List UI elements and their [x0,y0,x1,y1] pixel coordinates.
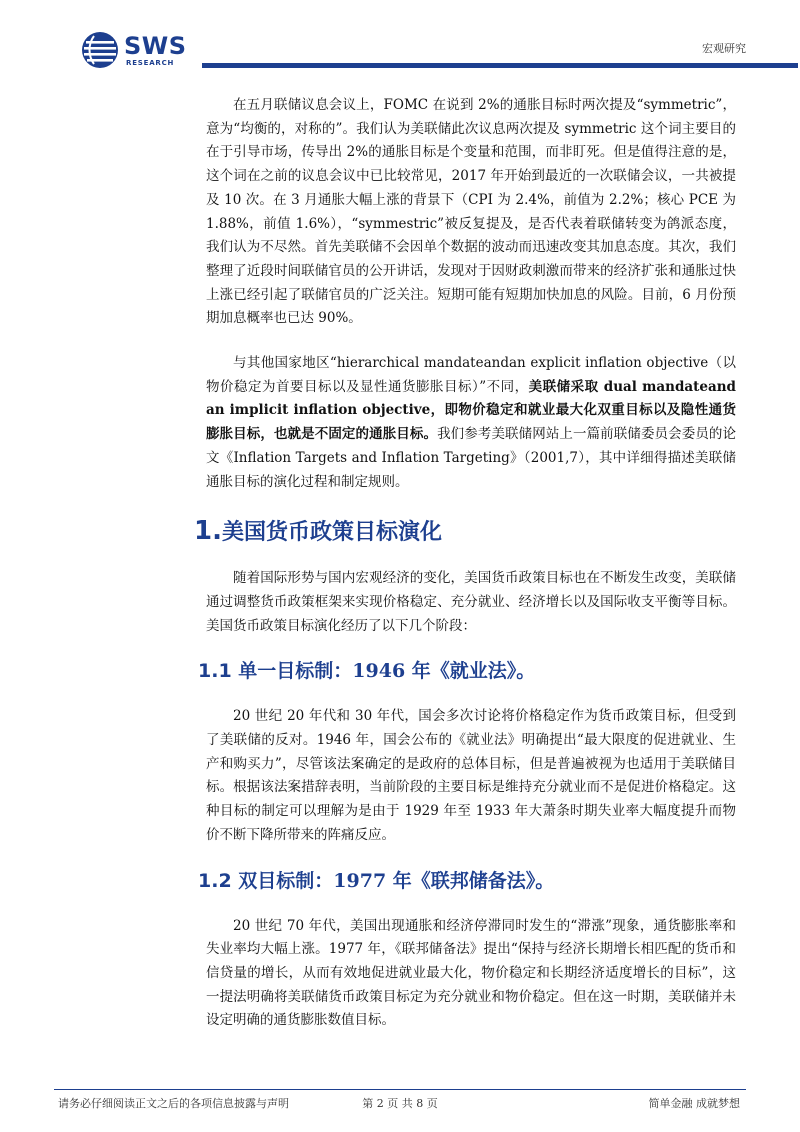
logo-text: SWS [124,32,187,60]
paragraph-policy-evolution: 随着国际形势与国内宏观经济的变化，美国货币政策目标也在不断发生改变，美联储通过调整货币政策框架来实现价格稳定、充分就业、经济增长以及国际收支平衡等目标。美国货币政策目标演化经历了以下几个阶段： [206,570,736,634]
paragraph-dual-mandate [206,352,736,494]
subsection-number: 1.1 [198,660,232,683]
dual-mandate-intro: 与其他国家地区“hierarchical mandateandan explicit inflation objective（以物价稳定为首要目标以及显性通货膨胀目标）”不同， [206,355,736,395]
report-body [194,88,737,1033]
paragraph-employment-act: 20 世纪 20 年代和 30 年代，国会多次讨论将价格稳定作为货币政策目标，但受到了美联储的反对。1946 年，国会公布的《就业法》明确提出“最大限度的促进就业、生产和购买力”，尽管该法案确定的是政府的总体目标，但是普遍被视为也适用于美联储目标。根据该法案措辞表明，当前阶段的主要目标是维持充分就业而不是促进价格稳定。这种目标的制定可以理解为是由于 1929 年至 1933 年大萧条时期失业率大幅度提升而物价不断下降所带来的阵痛反应。 [206,708,736,843]
paragraph-fomc-symmetric: 在五月联储议息会议上，FOMC 在说到 2%的通胀目标时两次提及“symmetric”，意为“均衡的，对称的”。我们认为美联储此次议息两次提及 symmetric 这个词主要目的在于引导市场，传导出 2%的通胀目标是个变量和范围，而非盯死。但是值得注意的是，这个词在之前的议息会议中已比较常见，2017 年开始到最近的一次联储会议，一共被提及 10 次。在 3 月通胀大幅上涨的背景下（CPI 为 2.4%，前值为 2.2%；核心 PCE 为 1.88%，前值 1.6%），“symmestric”被反复提及，是否代表着联储转变为鸽派态度，我们认为不尽然。首先美联储不会因单个数据的波动而迅速改变其加息态度。其次，我们整理了近段时间联储官员的公开讲话，发现对于因财政刺激而带来的经济扩张和通胀过快上涨已经引起了联储官员的广泛关注。短期可能有短期加快加息的风险。目前，6 月份预期加息概率也已达 90%。 [206,97,736,327]
section-title: 美国货币政策目标演化 [221,519,442,546]
page-header [0,0,800,80]
subsection-title: 双目标制：1977 年《联邦储备法》。 [231,869,555,892]
subsection-number: 1.2 [198,869,232,892]
footer-rule [54,1089,746,1090]
section-number: 1. [194,516,222,547]
dual-mandate-reference: 我们参考美联储网站上一篇前联储委员会委员的论文《Inflation Targets and Inflation Targeting》（2001,7），其中详细得描述美联储通胀目标的演化过程和制定规则。 [206,426,737,490]
subsection-heading-1-1 [198,654,736,688]
header-rule [202,63,798,68]
subsection-title: 单一目标制：1946 年《就业法》。 [231,660,536,683]
footer-page-number: 第 2 页 共 8 页 [362,1097,438,1110]
sws-globe-icon [80,30,120,70]
footer-disclaimer: 请务必仔细阅读正文之后的各项信息披露与声明 [58,1097,289,1110]
footer-slogan: 简单金融 成就梦想 [648,1097,740,1110]
section-heading-1 [194,512,736,550]
paragraph-federal-reserve-act: 20 世纪 70 年代，美国出现通胀和经济停滞同时发生的“滞涨”现象，通货膨胀率和失业率均大幅上涨。1977 年，《联邦储备法》提出“保持与经济长期增长相匹配的货币和信贷量的增长，从而有效地促进就业最大化，物价稳定和长期经济适度增长的目标”，这一提法明确将美联储货币政策目标定为充分就业和物价稳定。但在这一时期，美联储并未设定明确的通货膨胀数值目标。 [206,917,736,1029]
report-section-label: 宏观研究 [702,42,746,55]
logo-subtext: RESEARCH [126,59,175,67]
dual-mandate-bold: 美联储采取 dual mandateand an implicit inflation objective，即物价稳定和就业最大化双重目标以及隐性通货膨胀目标，也就是不固定的通胀目标。 [206,378,736,443]
subsection-heading-1-2 [198,864,736,898]
